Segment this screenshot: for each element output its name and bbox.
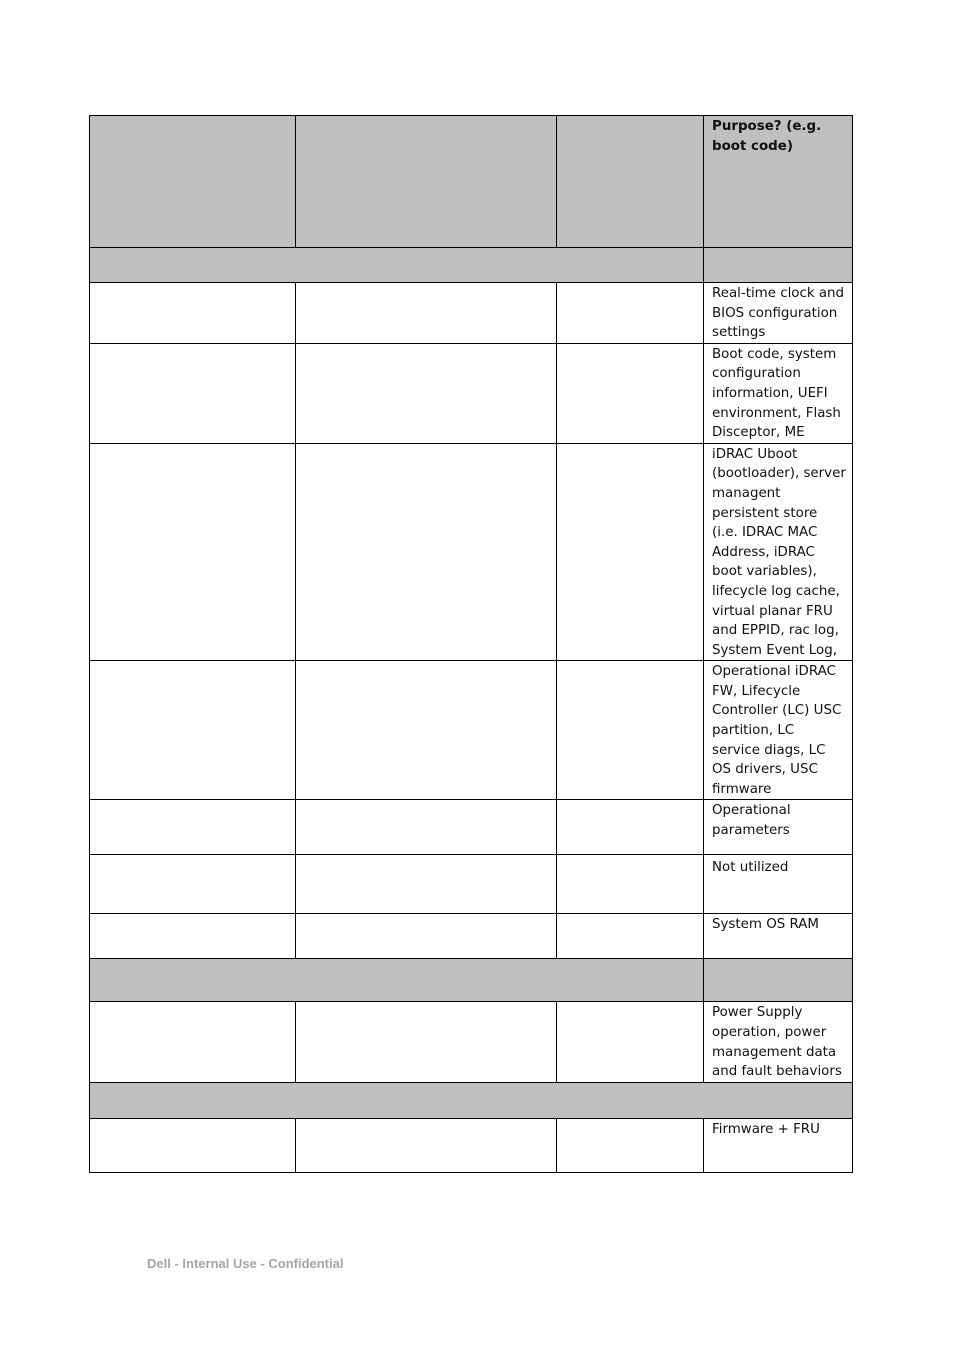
cell bbox=[557, 661, 704, 800]
confidentiality-footer: Dell - Internal Use - Confidential bbox=[147, 1256, 344, 1271]
table-row bbox=[90, 1002, 853, 1082]
purpose-cell: Not utilized bbox=[704, 855, 853, 914]
cell bbox=[296, 855, 557, 914]
cell bbox=[557, 800, 704, 855]
header-cell-2 bbox=[296, 116, 557, 248]
cell bbox=[557, 443, 704, 661]
purpose-cell: Operational parameters bbox=[704, 800, 853, 855]
cell bbox=[296, 1118, 557, 1172]
cell bbox=[557, 343, 704, 443]
cell bbox=[557, 1118, 704, 1172]
cell bbox=[90, 1002, 296, 1082]
table-row bbox=[90, 855, 853, 914]
table-row bbox=[90, 1118, 853, 1172]
section-label-cell bbox=[90, 248, 704, 283]
purpose-cell: Boot code, system configuration information, UEFI environment, Flash Disceptor, ME bbox=[704, 343, 853, 443]
section-row-2 bbox=[90, 959, 853, 1002]
header-cell-3 bbox=[557, 116, 704, 248]
cell bbox=[296, 343, 557, 443]
cell bbox=[557, 855, 704, 914]
memory-components-table bbox=[89, 115, 853, 1173]
purpose-cell: Operational iDRAC FW, Lifecycle Controller (LC) USC partition, LC service diags, LC OS drivers, USC firmware bbox=[704, 661, 853, 800]
cell bbox=[90, 800, 296, 855]
cell bbox=[296, 283, 557, 344]
purpose-cell: System OS RAM bbox=[704, 914, 853, 959]
table-row bbox=[90, 661, 853, 800]
table-row bbox=[90, 914, 853, 959]
cell bbox=[90, 343, 296, 443]
section-label-cell bbox=[90, 959, 704, 1002]
cell bbox=[296, 800, 557, 855]
purpose-cell: iDRAC Uboot (bootloader), server managent persistent store (i.e. IDRAC MAC Address, iDRAC boot variables), lifecycle log cache, virtual planar FRU and EPPID, rac log, System Event Log, bbox=[704, 443, 853, 661]
table-row bbox=[90, 443, 853, 661]
section-full-cell bbox=[90, 1082, 853, 1118]
section-row-1 bbox=[90, 248, 853, 283]
purpose-cell: Real-time clock and BIOS configuration settings bbox=[704, 283, 853, 344]
table-row bbox=[90, 343, 853, 443]
header-purpose-cell: Purpose? (e.g. boot code) bbox=[704, 116, 853, 248]
purpose-cell: Power Supply operation, power management data and fault behaviors bbox=[704, 1002, 853, 1082]
section-row-3 bbox=[90, 1082, 853, 1118]
cell bbox=[90, 1118, 296, 1172]
cell bbox=[296, 443, 557, 661]
table-row bbox=[90, 283, 853, 344]
cell bbox=[90, 283, 296, 344]
header-cell-1 bbox=[90, 116, 296, 248]
cell bbox=[296, 1002, 557, 1082]
section-purpose-cell bbox=[704, 959, 853, 1002]
cell bbox=[90, 914, 296, 959]
purpose-cell: Firmware + FRU bbox=[704, 1118, 853, 1172]
table-row bbox=[90, 800, 853, 855]
cell bbox=[90, 855, 296, 914]
cell bbox=[557, 914, 704, 959]
cell bbox=[296, 914, 557, 959]
cell bbox=[296, 661, 557, 800]
cell bbox=[557, 1002, 704, 1082]
section-purpose-cell bbox=[704, 248, 853, 283]
cell bbox=[90, 661, 296, 800]
table-header-row bbox=[90, 116, 853, 248]
cell bbox=[90, 443, 296, 661]
cell bbox=[557, 283, 704, 344]
